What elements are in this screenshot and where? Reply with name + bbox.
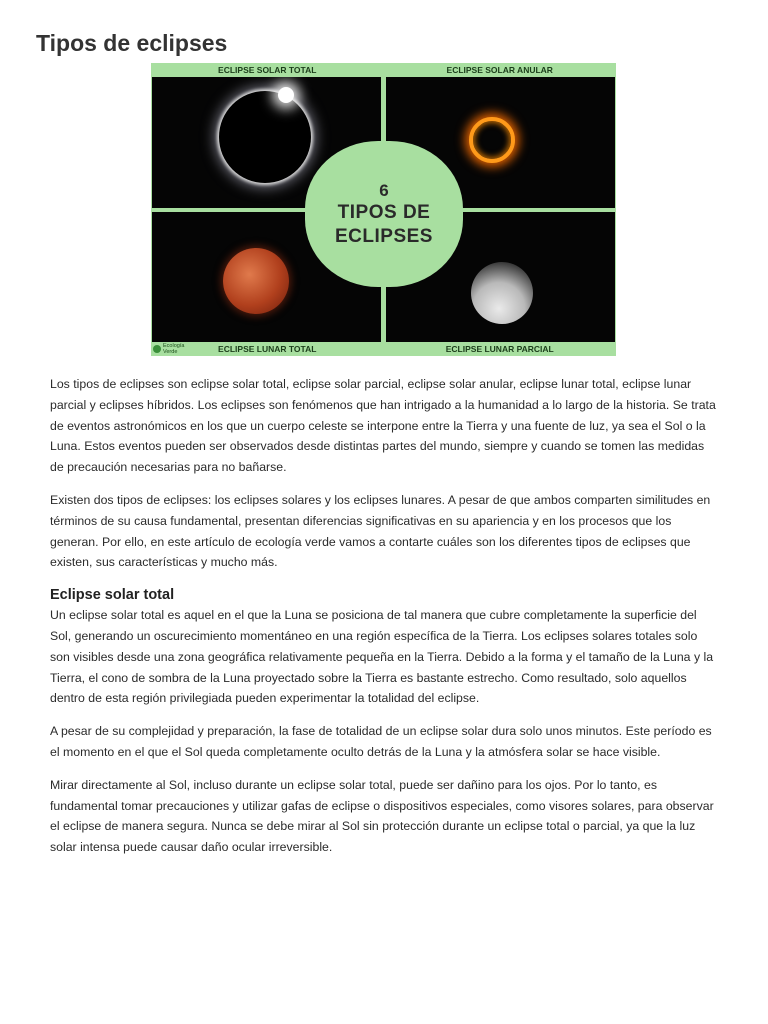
- logo-line-2: Verde: [163, 349, 178, 355]
- label-solar-annular: ECLIPSE SOLAR ANULAR: [446, 65, 553, 75]
- intro-paragraph-2: Existen dos tipos de eclipses: los eclipses solares y los eclipses lunares. A pesar de que ambos comparten similitudes en términos de su causa fundamental, presentan diferencias significativas en su apariencia y en los procesos que los generan. Por ello, en este artículo de ecología verde vamos a contarte cuáles son los diferentes tipos de eclipses que existen, sus características y mucho más.: [50, 492, 711, 570]
- badge-number: 6: [379, 180, 389, 200]
- label-lunar-total: ECLIPSE LUNAR TOTAL: [218, 344, 317, 354]
- diamond-ring-flare-icon: [278, 87, 294, 103]
- section-paragraph-3: Mirar directamente al Sol, incluso durante un eclipse solar total, puede ser dañino para los ojos. Por lo tanto, es fundamental tomar precauciones y utilizar gafas de eclipse o dispositivos especiales, como visores solares, para observar el eclipse de manera segura. Nunca se debe mirar al Sol sin protección durante un eclipse total o parcial, ya que la luz solar intensa puede causar daño ocular irreversible.: [50, 777, 714, 855]
- article-body: [50, 374, 718, 870]
- leaf-icon: [153, 345, 161, 353]
- partial-moon-icon: [471, 262, 533, 324]
- eclipse-types-image: [151, 63, 616, 356]
- page-title: Tipos de eclipses: [36, 30, 228, 56]
- center-badge: [311, 147, 457, 281]
- brand-logo: [153, 343, 184, 355]
- total-eclipse-sun-icon: [219, 91, 311, 183]
- logo-line-1: Ecología: [163, 343, 185, 349]
- section-paragraph-1: Un eclipse solar total es aquel en el que la Luna se posiciona de tal manera que cubre completamente la superficie del Sol, generando un oscurecimiento momentáneo en una región específica de la Tierra. Los eclipses solares totales solo son visibles desde una zona geográfica relativamente pequeña en la Tierra. Debido a la forma y el tamaño de la Luna y la Tierra, el cono de sombra de la Luna proyectado sobre la Tierra es bastante estrecho. Como resultado, solo aquellos dentro de esta región privilegiada pueden experimentar la totalidad del eclipse.: [50, 608, 714, 706]
- section-paragraph-2: A pesar de su complejidad y preparación, la fase de totalidad de un eclipse solar dura solo unos minutos. Este período es el momento en el que el Sol queda completamente oculto detrás de la Luna y la atmósfera solar se hace visible.: [50, 724, 712, 759]
- bottom-label-strip: [151, 342, 616, 356]
- badge-line-2: ECLIPSES: [335, 225, 433, 247]
- label-lunar-partial: ECLIPSE LUNAR PARCIAL: [445, 344, 554, 354]
- intro-paragraph-1: Los tipos de eclipses son eclipse solar total, eclipse solar parcial, eclipse solar anular, eclipse lunar total, eclipse lunar parcial y eclipses híbridos. Los eclipses son fenómenos que han intrigado a la humanidad a lo largo de la historia. Se trata de eventos astronómicos en los que un cuerpo celeste se interpone entre la Tierra y una fuente de luz, ya sea el Sol o la Luna. Estos eventos pueden ser observados desde distintas partes del mundo, siempre y cuando se tomen las medidas de precaución necesarias para no bañarse.: [50, 377, 716, 475]
- label-solar-total: ECLIPSE SOLAR TOTAL: [218, 65, 317, 75]
- blood-moon-icon: [223, 248, 289, 314]
- badge-line-1: TIPOS DE: [337, 201, 431, 223]
- annular-ring-icon: [469, 117, 515, 163]
- top-label-strip: [151, 63, 616, 77]
- section-heading: Eclipse solar total: [50, 587, 175, 604]
